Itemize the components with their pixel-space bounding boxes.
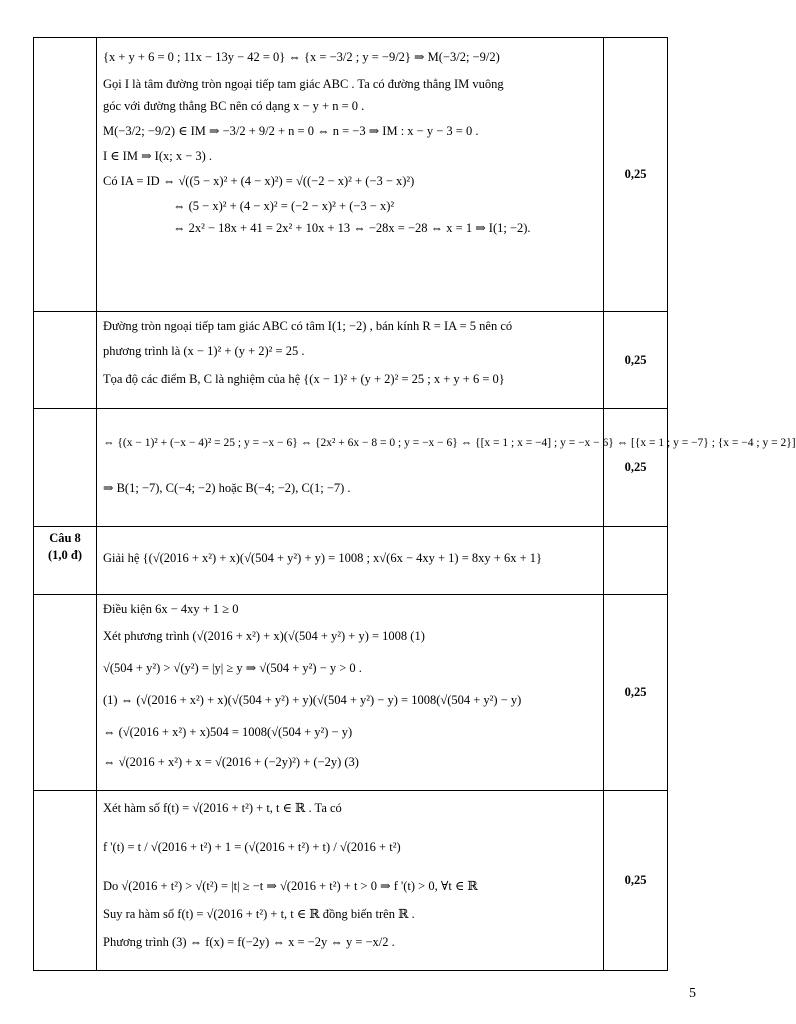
table-row	[34, 312, 668, 409]
table-row	[34, 409, 668, 527]
question-cell	[34, 38, 97, 312]
solution-line: Suy ra hàm số f(t) = √(2016 + t²) + t, t ∈ ℝ đồng biến trên ℝ .	[103, 907, 415, 921]
solution-line: ⇔ (5 − x)² + (4 − x)² = (−2 − x)² + (−3 − x)²	[173, 199, 395, 213]
solution-line: Đường tròn ngoại tiếp tam giác ABC có tâm I(1; −2) , bán kính R = IA = 5 nên có	[103, 319, 513, 333]
solution-line: Phương trình (3) ⇔ f(x) = f(−2y) ⇔ x = −2y ⇔ y = −x/2 .	[103, 935, 395, 949]
solution-line: ⇔ {(x − 1)² + (−x − 4)² = 25 ; y = −x − 6} ⇔ {2x² + 6x − 8 = 0 ; y = −x − 6} ⇔ {[x = 1 ; x = −4] ; y = −x − 6} ⇔ [{x = 1 ; y = −7} ; {x = −4 ; y = 2}]	[103, 437, 796, 449]
score-cell: 0,25	[604, 791, 668, 971]
solution-table	[33, 37, 796, 971]
solution-line: Xét hàm số f(t) = √(2016 + t²) + t, t ∈ ℝ . Ta có	[103, 801, 342, 815]
solution-line: Tọa độ các điểm B, C là nghiệm của hệ {(x − 1)² + (y + 2)² = 25 ; x + y + 6 = 0}	[103, 372, 505, 386]
table-row	[34, 791, 668, 971]
solution-cell	[97, 312, 604, 409]
score-cell: 0,25	[604, 38, 668, 312]
question-cell	[34, 527, 97, 595]
solution-line: Do √(2016 + t²) > √(t²) = |t| ≥ −t ⇒ √(2016 + t²) + t > 0 ⇒ f '(t) > 0, ∀t ∈ ℝ	[103, 879, 478, 893]
solution-line: Xét phương trình (√(2016 + x²) + x)(√(504 + y²) + y) = 1008 (1)	[103, 629, 425, 643]
score-cell: 0,25	[604, 409, 668, 527]
solution-line: {x + y + 6 = 0 ; 11x − 13y − 42 = 0} ⇔ {x = −3/2 ; y = −9/2} ⇒ M(−3/2; −9/2)	[103, 50, 500, 64]
solution-line: I ∈ IM ⇒ I(x; x − 3) .	[103, 149, 213, 163]
table-row	[34, 595, 668, 791]
question-cell	[34, 791, 97, 971]
solution-cell	[97, 38, 604, 312]
solution-line: ⇒ B(1; −7), C(−4; −2) hoặc B(−4; −2), C(1; −7) .	[103, 481, 351, 495]
solution-line: ⇔ (√(2016 + x²) + x)504 = 1008(√(504 + y²) − y)	[103, 725, 353, 739]
solution-line: ⇔ √(2016 + x²) + x = √(2016 + (−2y)²) + (−2y) (3)	[103, 755, 359, 769]
solution-line: (1) ⇔ (√(2016 + x²) + x)(√(504 + y²) + y)(√(504 + y²) − y) = 1008(√(504 + y²) − y)	[103, 693, 522, 707]
page-number: 5	[689, 986, 696, 1001]
score-cell: 0,25	[604, 595, 668, 791]
solution-line: ⇔ 2x² − 18x + 41 = 2x² + 10x + 13 ⇔ −28x = −28 ⇔ x = 1 ⇒ I(1; −2).	[173, 221, 531, 235]
solution-line: Có IA = ID ⇔ √((5 − x)² + (4 − x)²) = √((−2 − x)² + (−3 − x)²)	[103, 174, 415, 188]
solution-cell	[97, 791, 604, 971]
solution-cell	[97, 595, 604, 791]
solution-cell	[97, 527, 604, 595]
solution-line: phương trình là (x − 1)² + (y + 2)² = 25 .	[103, 344, 305, 358]
question-points: (1,0 đ)	[47, 548, 83, 562]
solution-line: f '(t) = t / √(2016 + t²) + 1 = (√(2016 + t²) + t) / √(2016 + t²)	[103, 840, 401, 854]
solution-line: √(504 + y²) > √(y²) = |y| ≥ y ⇒ √(504 + y²) − y > 0 .	[103, 661, 362, 675]
problem-statement: Giải hệ {(√(2016 + x²) + x)(√(504 + y²) + y) = 1008 ; x√(6x − 4xy + 1) = 8xy + 6x + 1}	[103, 551, 542, 565]
question-label	[34, 527, 96, 564]
table-row	[34, 527, 668, 595]
question-cell	[34, 312, 97, 409]
score-cell: 0,25	[604, 312, 668, 409]
table-row	[34, 38, 668, 312]
solution-line: Điều kiện 6x − 4xy + 1 ≥ 0	[103, 602, 239, 616]
question-cell	[34, 595, 97, 791]
solution-line: Gọi I là tâm đường tròn ngoại tiếp tam giác ABC . Ta có đường thẳng IM vuông	[103, 77, 504, 91]
question-cell	[34, 409, 97, 527]
question-number: Câu 8	[49, 531, 81, 545]
solution-line: góc với đường thẳng BC nên có dạng x − y + n = 0 .	[103, 99, 365, 113]
solution-line: M(−3/2; −9/2) ∈ IM ⇒ −3/2 + 9/2 + n = 0 ⇔ n = −3 ⇒ IM : x − y − 3 = 0 .	[103, 124, 479, 138]
score-cell	[604, 527, 668, 595]
